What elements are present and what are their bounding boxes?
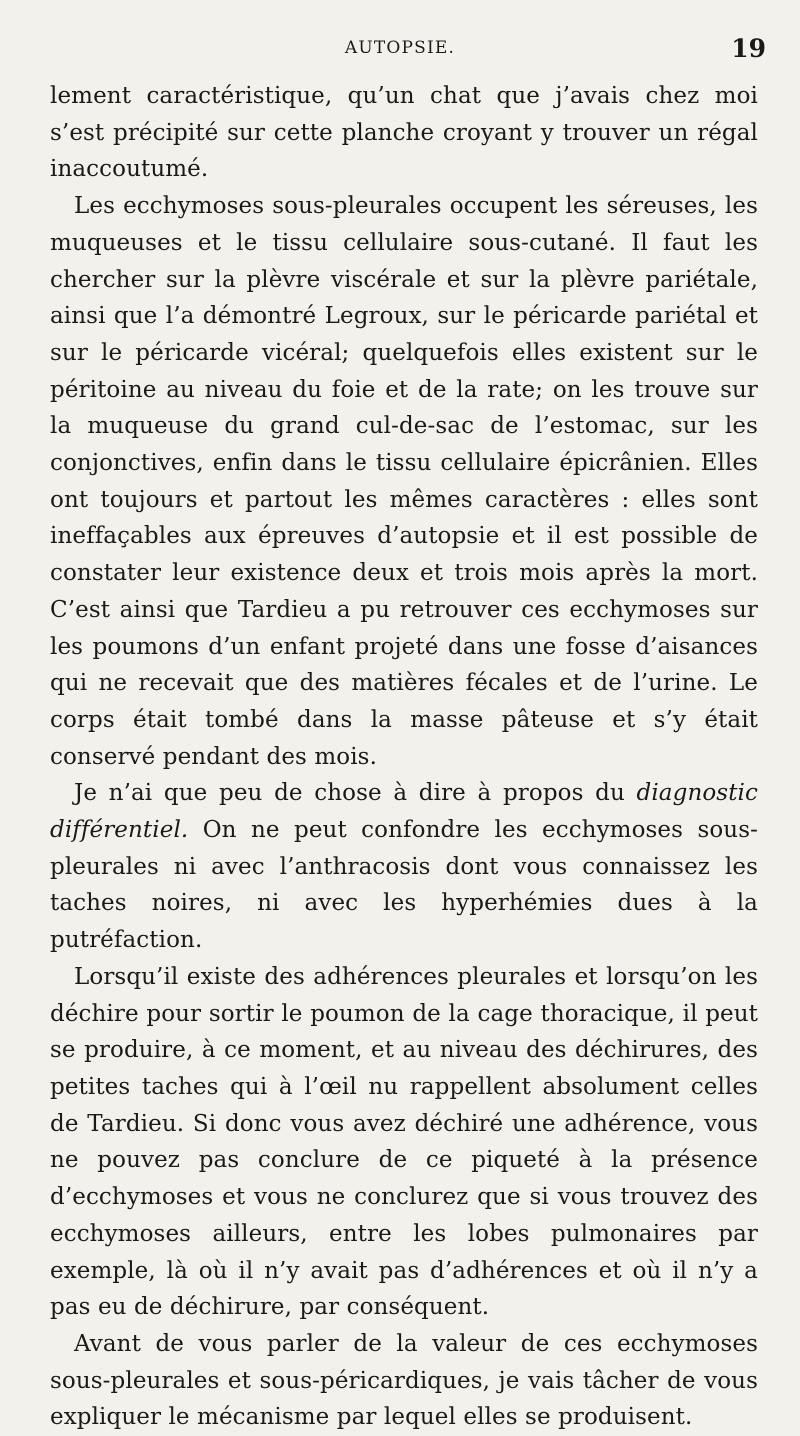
running-title: AUTOPSIE. xyxy=(344,38,456,58)
body-text xyxy=(50,78,758,1436)
paragraph-1: lement caractéristique, qu’un chat que j’avais chez moi s’est précipité sur cette planche croyant y trouver un régal inaccoutumé. xyxy=(50,83,758,183)
running-head xyxy=(0,34,800,64)
paragraph-3-emphasis: diagnostic différentiel. xyxy=(50,780,758,844)
paragraph-3-lead: Je n’ai que peu de chose à dire à propos du xyxy=(74,780,637,807)
paragraph-2: Les ecchymoses sous-pleurales occupent les séreuses, les muqueuses et le tissu cellulaire sous-cutané. Il faut les chercher sur la plèvre viscérale et sur la plèvre pariétale, ainsi que l’a démontré Legroux, sur le péricarde pariétal et sur le péricarde vicéral; quelquefois elles existent sur le péritoine au niveau du foie et de la rate; on les trouve sur la muqueuse du grand cul-de-sac de l’estomac, sur les conjonctives, enfin dans le tissu cellulaire épicrânien. Elles ont toujours et partout les mêmes caractères : elles sont ineffaçables aux épreuves d’autopsie et il est possible de constater leur existence deux et trois mois après la mort. C’est ainsi que Tardieu a pu retrouver ces ecchymoses sur les poumons d’un enfant projeté dans une fosse d’aisances qui ne recevait que des matières fécales et de l’urine. Le corps était tombé dans la masse pâteuse et s’y était conservé pendant des mois. xyxy=(50,193,758,770)
paragraph-3-rest: On ne peut confondre les ecchymoses sous-pleurales ni avec l’anthracosis dont vous connaissez les taches noires, ni avec les hyperhémies dues à la putréfaction. xyxy=(50,817,758,954)
page-number: 19 xyxy=(731,34,766,63)
paragraph-5: Avant de vous parler de la valeur de ces ecchymoses sous-pleurales et sous-péricardiques, je vais tâcher de vous expliquer le mécanisme par lequel elles se produisent. xyxy=(50,1330,758,1431)
paragraph-4: Lorsqu’il existe des adhérences pleurales et lorsqu’on les déchire pour sortir le poumon de la cage thoracique, il peut se produire, à ce moment, et au niveau des déchirures, des petites taches qui à l’œil nu rappellent absolument celles de Tardieu. Si donc vous avez déchiré une adhérence, vous ne pouvez pas conclure de ce piqueté à la présence d’ecchymoses et vous ne conclurez que si vous trouvez des ecchymoses ailleurs, entre les lobes pulmonaires par exemple, là où il n’y avait pas d’adhérences et où il n’y a pas eu de déchirure, par conséquent. xyxy=(50,963,758,1321)
paragraph-3 xyxy=(50,775,758,959)
